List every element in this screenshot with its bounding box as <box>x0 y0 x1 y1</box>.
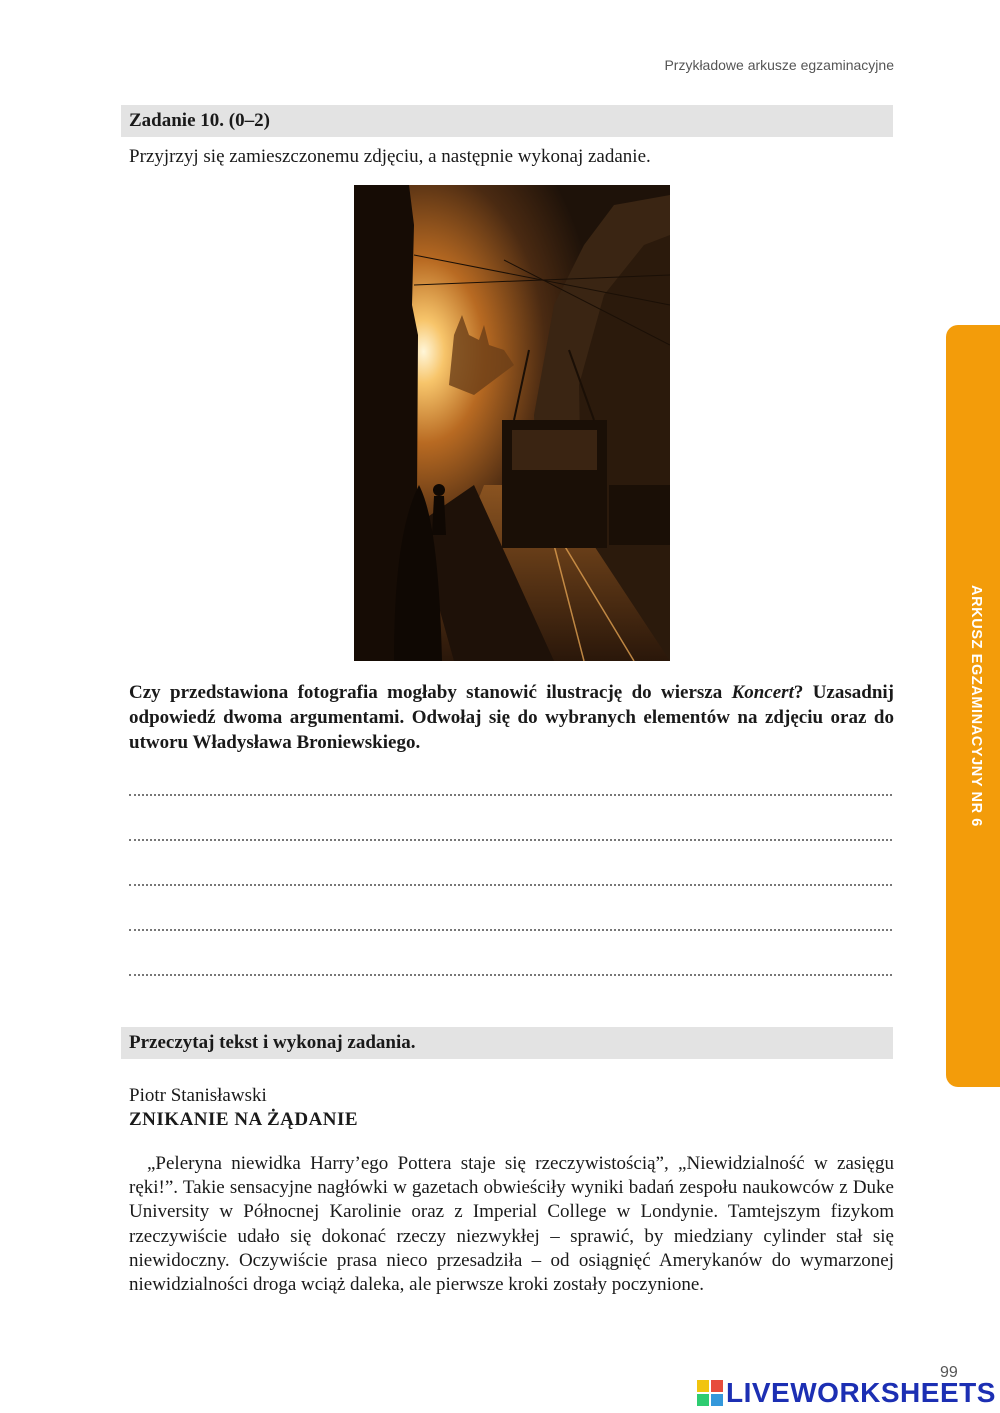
page-number: 99 <box>940 1364 958 1381</box>
answer-line[interactable] <box>129 974 892 976</box>
article-text: „Peleryna niewidka Harry’ego Pottera staje się rzeczywistością”, „Niewidzialność w zasięgu ręki!”. Takie sensacyjne nagłówki w gazetach obwieściły wyniki badań zespołu naukowców z Duke University w Północnej Karolinie oraz z Imperial College w Londynie. Tamtejszym fizykom rzeczywiście udało się dokonać rzeczy niezwykłej – sprawić, by miedziany cylinder stał się niewidoczny. Oczywiście prasa nieco przesadziła – od osiągnięć Amerykanów do wymarzonej niewidzialności droga wciąż daleka, ale pierwsze kroki zostały poczynione. <box>129 1153 894 1296</box>
reading-heading: Przeczytaj tekst i wykonaj zadania. <box>121 1027 893 1059</box>
watermark-text: LIVEWORKSHEETS <box>726 1377 996 1408</box>
running-header: Przykładowe arkusze egzaminacyjne <box>664 57 894 73</box>
article-title: ZNIKANIE NA ŻĄDANIE <box>129 1109 359 1130</box>
answer-line[interactable] <box>129 794 892 796</box>
task-10-instruction: Przyjrzyj się zamieszczonemu zdjęciu, a następnie wykonaj zadanie. <box>129 146 651 167</box>
answer-line[interactable] <box>129 884 892 886</box>
question-part-2: ? Uzasadnij odpowiedź dwoma argumentami. Odwołaj się do wybranych elementów na zdjęciu oraz do utworu Władysława Broniewskiego. <box>129 682 894 753</box>
answer-line[interactable] <box>129 929 892 931</box>
side-tab-label: ARKUSZ EGZAMINACYJNY NR 6 <box>968 585 984 827</box>
task-10-heading: Zadanie 10. (0–2) <box>121 105 893 137</box>
liveworksheets-logo-icon <box>697 1380 723 1406</box>
question-part-1: Czy przedstawiona fotografia mogłaby stanowić ilustrację do wiersza <box>129 682 732 703</box>
exam-sheet-side-tab <box>946 325 1000 1087</box>
answer-line[interactable] <box>129 839 892 841</box>
poem-title: Koncert <box>731 682 794 703</box>
liveworksheets-watermark <box>697 1378 996 1408</box>
task-10-question <box>129 680 894 755</box>
photo-illustration <box>354 185 670 661</box>
article-author: Piotr Stanisławski <box>129 1085 267 1106</box>
tram-sunset-photo <box>354 185 670 661</box>
